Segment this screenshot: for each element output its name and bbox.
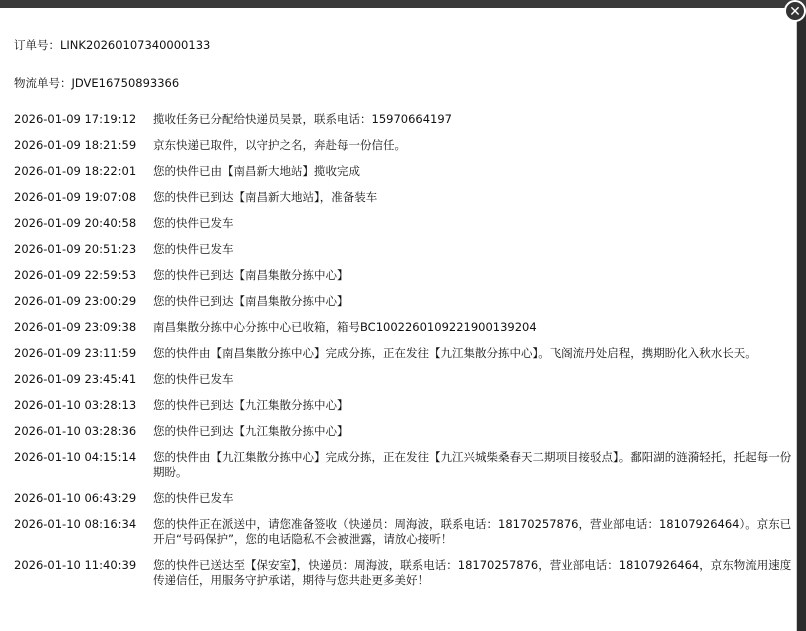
tracking-description: 南昌集散分拣中心分拣中心已收箱，箱号BC1002260109221900139204 [153, 320, 537, 334]
tracking-time: 2026-01-09 23:09:38 [14, 320, 137, 334]
tracking-time: 2026-01-10 06:43:29 [14, 491, 137, 505]
tracking-time: 2026-01-09 19:07:08 [14, 190, 137, 204]
tracking-description: 您的快件已到达【南昌集散分拣中心】 [153, 268, 349, 282]
tracking-row [0, 294, 797, 309]
tracking-time: 2026-01-09 18:22:01 [14, 164, 137, 178]
tracking-time: 2026-01-09 20:40:58 [14, 216, 137, 230]
tracking-description: 揽收任务已分配给快递员吴景，联系电话：15970664197 [153, 112, 452, 126]
tracking-list [0, 112, 797, 588]
tracking-row [0, 112, 797, 127]
tracking-description: 您的快件已发车 [153, 216, 234, 230]
tracking-description: 您的快件已到达【九江集散分拣中心】 [153, 424, 349, 438]
tracking-description: 您的快件已发车 [153, 242, 234, 256]
waybill-number [14, 75, 179, 91]
tracking-description: 您的快件已由【南昌新大地站】揽收完成 [153, 164, 360, 178]
tracking-description: 京东快递已取件，以守护之名，奔赴每一份信任。 [153, 138, 406, 152]
tracking-time: 2026-01-09 18:21:59 [14, 138, 137, 152]
tracking-row [0, 346, 797, 361]
tracking-row [0, 424, 797, 439]
tracking-time: 2026-01-10 03:28:13 [14, 398, 137, 412]
tracking-description: 您的快件已发车 [153, 372, 234, 386]
tracking-description: 您的快件正在派送中，请您准备签收（快递员：周海波，联系电话：18170257876，营业部电话：18107926464）。京东已开启“号码保护”，您的电话隐私不会被泄露，请放心接听！ [153, 517, 792, 546]
tracking-description: 您的快件已到达【九江集散分拣中心】 [153, 398, 349, 412]
tracking-description: 您的快件由【南昌集散分拣中心】完成分拣，正在发往【九江集散分拣中心】。飞阁流丹处启程，携期盼化入秋水长天。 [153, 346, 757, 360]
tracking-row [0, 558, 797, 588]
tracking-row [0, 190, 797, 205]
order-number-value: LINK20260107340000133 [60, 38, 211, 52]
tracking-time: 2026-01-10 11:40:39 [14, 558, 137, 572]
tracking-row [0, 372, 797, 387]
tracking-time: 2026-01-10 03:28:36 [14, 424, 137, 438]
background-page [0, 0, 806, 8]
tracking-time: 2026-01-09 23:45:41 [14, 372, 137, 386]
tracking-row [0, 398, 797, 413]
close-icon[interactable]: ✕ [784, 0, 806, 22]
order-number [14, 37, 210, 53]
tracking-row [0, 268, 797, 283]
tracking-description: 您的快件已发车 [153, 491, 234, 505]
tracking-row [0, 320, 797, 335]
tracking-row [0, 491, 797, 506]
tracking-time: 2026-01-09 23:00:29 [14, 294, 137, 308]
tracking-row [0, 517, 797, 547]
waybill-number-value: JDVE16750893366 [71, 76, 180, 90]
tracking-description: 您的快件已到达【南昌新大地站】，准备装车 [153, 190, 378, 204]
tracking-row [0, 450, 797, 480]
tracking-description: 您的快件已到达【南昌集散分拣中心】 [153, 294, 349, 308]
tracking-time: 2026-01-10 04:15:14 [14, 450, 137, 464]
tracking-description: 您的快件已送达至【保安室】，快递员：周海波，联系电话：18170257876，营业部电话：18107926464，京东物流用速度传递信任，用服务守护承诺，期待与您共赴更多美好！ [153, 558, 792, 587]
tracking-time: 2026-01-09 23:11:59 [14, 346, 137, 360]
tracking-description: 您的快件由【九江集散分拣中心】完成分拣，正在发往【九江兴城柴桑春天二期项目接驳点】。鄱阳湖的涟漪轻托，托起每一份期盼。 [153, 450, 792, 479]
tracking-time: 2026-01-09 17:19:12 [14, 112, 137, 126]
tracking-row [0, 164, 797, 179]
waybill-number-label: 物流单号： [14, 76, 72, 90]
order-number-label: 订单号： [14, 38, 60, 52]
logistics-dialog [0, 8, 797, 631]
tracking-time: 2026-01-10 08:16:34 [14, 517, 137, 531]
tracking-row [0, 138, 797, 153]
tracking-row [0, 242, 797, 257]
tracking-row [0, 216, 797, 231]
tracking-time: 2026-01-09 20:51:23 [14, 242, 137, 256]
tracking-time: 2026-01-09 22:59:53 [14, 268, 137, 282]
